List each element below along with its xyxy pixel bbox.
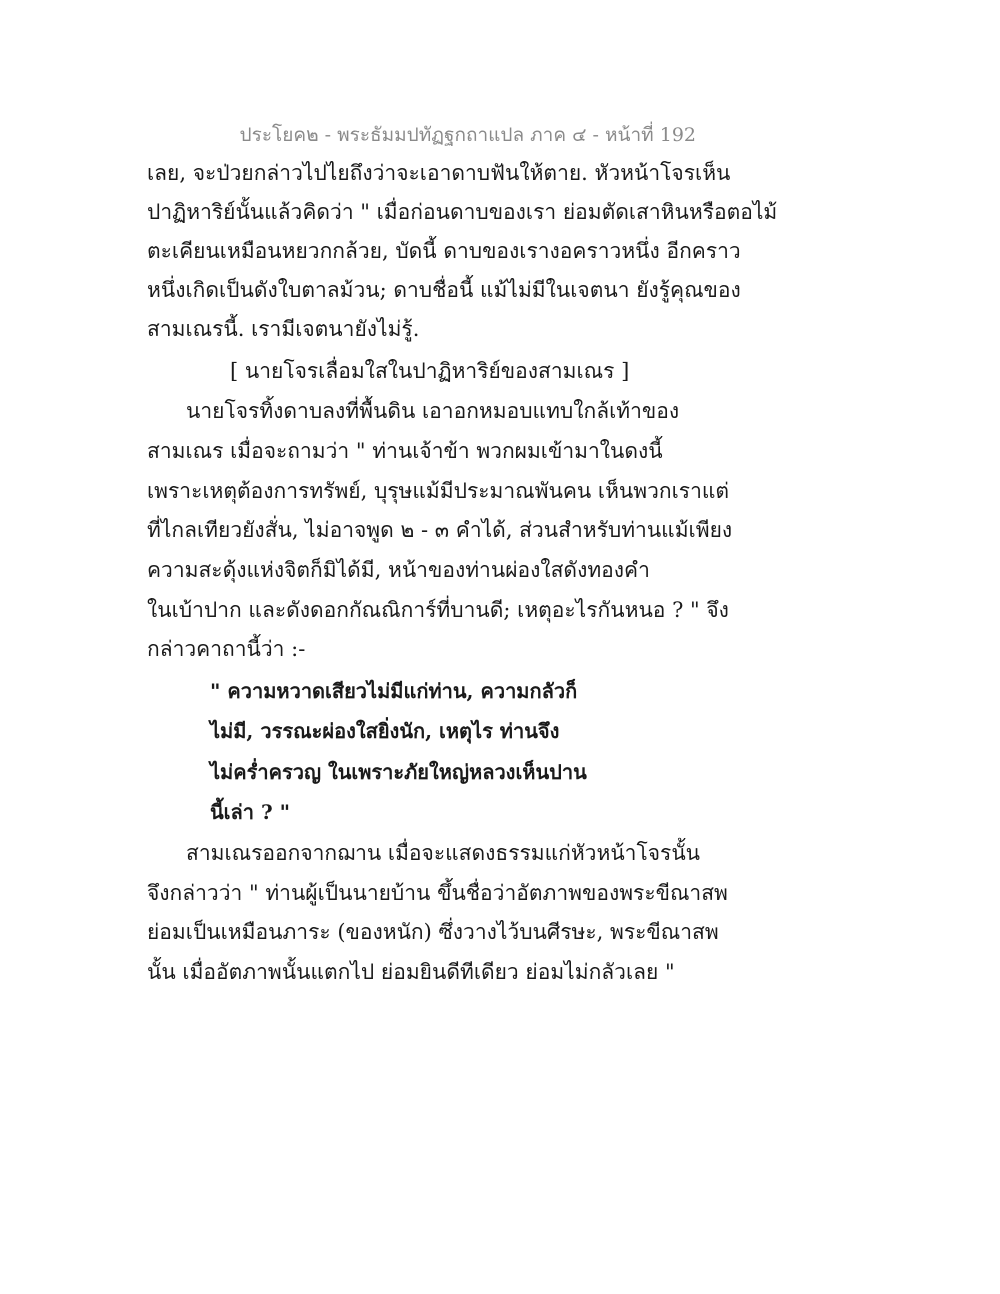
para3-line-3: ย่อมเป็นเหมือนภาระ (ของหนัก) ซึ่งวางไว้บนศีรษะ, พระขีณาสพ [147, 920, 719, 944]
para1-line-5: สามเณรนี้. เรามีเจตนายังไม่รู้. [147, 317, 420, 341]
para3-line-2: จึงกล่าวว่า " ท่านผู้เป็นนายบ้าน ขึ้นชื่อว่าอัตภาพของพระขีณาสพ [147, 881, 728, 905]
para2-line-3: เพราะเหตุต้องการทรัพย์, บุรุษแม้มีประมาณพันคน เห็นพวกเราแต่ [147, 479, 730, 503]
verse-line-2: ไม่มี, วรรณะผ่องใสยิ่งนัก, เหตุไร ท่านจึง [210, 719, 560, 743]
para2-line-5: ความสะดุ้งแห่งจิตก็มิได้มี, หน้าของท่านผ่องใสดังทองคำ [147, 558, 650, 582]
verse-line-1: " ความหวาดเสียวไม่มีแก่ท่าน, ความกลัวก็ [210, 679, 578, 703]
para1-line-1: เลย, จะป่วยกล่าวไปไยถึงว่าจะเอาดาบฟันให้ตาย. หัวหน้าโจรเห็น [147, 161, 731, 185]
running-header: ประโยค๒ - พระธัมมปทัฏฐกถาแปล ภาค ๔ - หน้าที่ 192 [239, 124, 696, 146]
verse-line-4: นี้เล่า ? " [210, 800, 291, 824]
para2-line-1: นายโจรทิ้งดาบลงที่พื้นดิน เอาอกหมอบแทบใกล้เท้าของ [186, 399, 680, 423]
section-heading: [ นายโจรเลื่อมใสในปาฏิหาริย์ของสามเณร ] [230, 359, 630, 383]
para2-line-2: สามเณร เมื่อจะถามว่า " ท่านเจ้าข้า พวกผมเข้ามาในดงนี้ [147, 439, 663, 463]
para3-line-4: นั้น เมื่ออัตภาพนั้นแตกไป ย่อมยินดีทีเดียว ย่อมไม่กลัวเลย " [147, 960, 675, 984]
para1-line-3: ตะเคียนเหมือนหยวกกล้วย, บัดนี้ ดาบของเรางอคราวหนึ่ง อีกคราว [147, 239, 741, 263]
para2-line-6: ในเบ้าปาก และดังดอกกัณณิการ์ที่บานดี; เหตุอะไรกันหนอ ? " จึง [147, 598, 729, 622]
para1-line-4: หนึ่งเกิดเป็นดังใบตาลม้วน; ดาบชื่อนี้ แม้ไม่มีในเจตนา ยังรู้คุณของ [147, 278, 741, 302]
para2-line-4: ที่ไกลเทียวยังสั่น, ไม่อาจพูด ๒ - ๓ คำได้, ส่วนสำหรับท่านแม้เพียง [147, 518, 733, 542]
para1-line-2: ปาฏิหาริย์นั้นแล้วคิดว่า " เมื่อก่อนดาบของเรา ย่อมตัดเสาหินหรือตอไม้ [147, 200, 778, 224]
verse-line-3: ไม่คร่ำครวญ ในเพราะภัยใหญ่หลวงเห็นปาน [210, 760, 587, 784]
para3-line-1: สามเณรออกจากฌาน เมื่อจะแสดงธรรมแก่หัวหน้าโจรนั้น [186, 841, 701, 865]
para2-line-7: กล่าวคาถานี้ว่า :- [147, 637, 306, 661]
